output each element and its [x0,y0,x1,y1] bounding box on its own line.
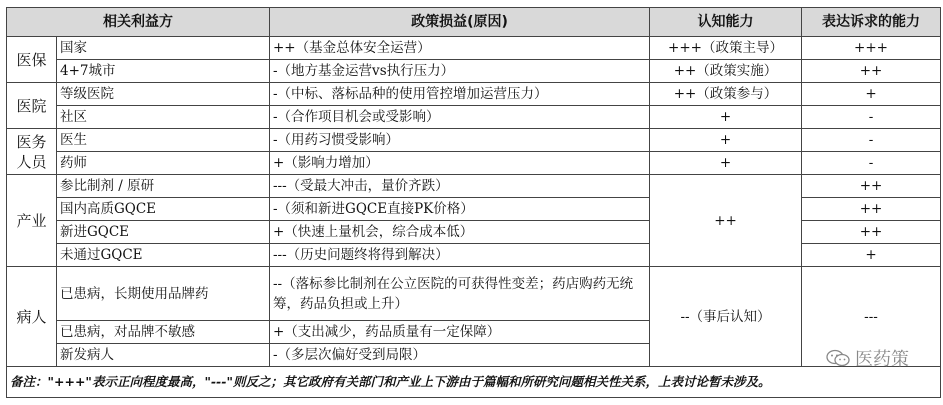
cognition-cell: ++（政策参与） [650,83,802,106]
group-medical-staff: 医务 人员 [7,129,57,175]
header-row [7,8,941,37]
table-row [7,37,941,60]
patient-expression-cell: --- [802,267,941,367]
policy-cell: -（须和新进GQCE直接PK价格） [270,198,650,221]
policy-cell: ++（基金总体安全运营） [270,37,650,60]
party-cell: 已患病，长期使用品牌药 [57,267,270,321]
policy-cell: --（落标参比制剂在公立医院的可获得性变差；药店购药无统筹，药品负担或上升） [270,267,650,321]
policy-cell: -（地方基金运营vs执行压力） [270,60,650,83]
party-cell: 未通过GQCE [57,244,270,267]
party-cell: 4+7城市 [57,60,270,83]
policy-cell: -（合作项目机会或受影响） [270,106,650,129]
cognition-cell: +++（政策主导） [650,37,802,60]
group-patient: 病人 [7,267,57,367]
cognition-cell: ++（政策实施） [650,60,802,83]
policy-impact-table-container [6,7,940,398]
expression-cell: - [802,129,941,152]
table-note: 备注："+++"表示正向程度最高，"---"则反之；其它政府有关部门和产业上下游由于篇幅和所研究问题相关性关系，上表讨论暂未涉及。 [7,367,941,398]
header-expression: 表达诉求的能力 [802,8,941,37]
note-row [7,367,941,398]
table-row [7,152,941,175]
party-cell: 新发病人 [57,344,270,367]
expression-cell: ++ [802,198,941,221]
patient-cognition-cell: --（事后认知） [650,267,802,367]
policy-cell: ---（历史问题终将得到解决） [270,244,650,267]
group-hospital: 医院 [7,83,57,129]
policy-impact-table [6,7,941,398]
expression-cell: ++ [802,60,941,83]
expression-cell: ++ [802,175,941,198]
watermark-text: 医药策 [855,349,909,370]
header-cognition: 认知能力 [650,8,802,37]
expression-cell: +++ [802,37,941,60]
wechat-icon [825,349,851,367]
watermark [825,345,909,371]
header-stakeholder: 相关利益方 [7,8,270,37]
table-row [7,83,941,106]
header-policy: 政策损益(原因) [270,8,650,37]
party-cell: 国内高质GQCE [57,198,270,221]
cognition-cell: + [650,129,802,152]
party-cell: 国家 [57,37,270,60]
party-cell: 参比制剂 / 原研 [57,175,270,198]
policy-cell: ---（受最大冲击，量价齐跌） [270,175,650,198]
expression-cell: - [802,106,941,129]
party-cell: 药师 [57,152,270,175]
party-cell: 社区 [57,106,270,129]
table-row [7,129,941,152]
expression-cell: ++ [802,221,941,244]
cognition-cell: + [650,152,802,175]
table-row [7,60,941,83]
policy-cell: -（用药习惯受影响） [270,129,650,152]
expression-cell: - [802,152,941,175]
group-insurance: 医保 [7,37,57,83]
table-row [7,267,941,321]
policy-cell: -（多层次偏好受到局限） [270,344,650,367]
policy-cell: +（快速上量机会，综合成本低） [270,221,650,244]
policy-cell: +（影响力增加） [270,152,650,175]
party-cell: 已患病，对品牌不敏感 [57,321,270,344]
policy-cell: +（支出减少，药品质量有一定保障） [270,321,650,344]
table-row [7,175,941,198]
table-row [7,106,941,129]
party-cell: 新进GQCE [57,221,270,244]
party-cell: 医生 [57,129,270,152]
group-industry: 产业 [7,175,57,267]
policy-cell: -（中标、落标品种的使用管控增加运营压力） [270,83,650,106]
party-cell: 等级医院 [57,83,270,106]
expression-cell: + [802,83,941,106]
cognition-cell: + [650,106,802,129]
industry-cognition-cell: ++ [650,175,802,267]
expression-cell: + [802,244,941,267]
